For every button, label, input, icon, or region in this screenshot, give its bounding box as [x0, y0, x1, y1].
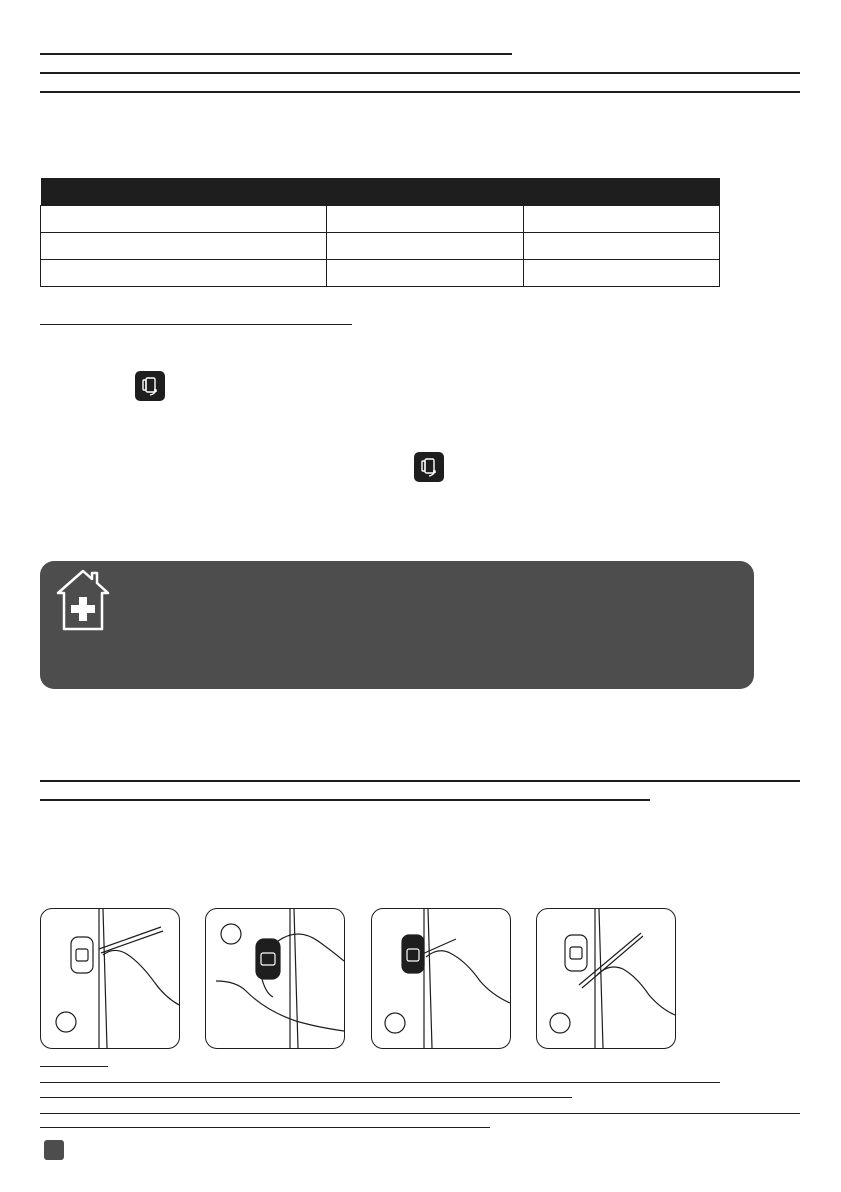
step-illustration-3 [371, 908, 511, 1049]
footer-rule-2 [40, 1097, 572, 1098]
table-cell [327, 233, 523, 260]
section-rule-2 [40, 799, 650, 801]
table-row [41, 260, 720, 287]
section-underline [40, 324, 352, 325]
footer-rule-short [40, 1066, 108, 1067]
table-header-cell [523, 178, 719, 206]
step-illustration-1 [40, 908, 180, 1049]
footer-rule-4 [40, 1127, 490, 1128]
table-cell [41, 206, 327, 233]
spec-table [40, 178, 720, 287]
table-cell [41, 260, 327, 287]
table-cell [327, 260, 523, 287]
table-cell [41, 233, 327, 260]
table-cell [523, 260, 719, 287]
footer-rule-1 [40, 1082, 720, 1083]
header-rule-2 [40, 91, 800, 93]
step-illustration-2 [205, 908, 345, 1049]
section-rule-1 [40, 780, 800, 782]
header-rule-1 [40, 72, 800, 74]
table-header-row [41, 178, 720, 206]
phone-rotate-icon [135, 371, 165, 401]
phone-rotate-icon [414, 452, 444, 482]
footer-rule-3 [40, 1113, 800, 1114]
header-rule-short [40, 53, 512, 55]
table-cell [523, 206, 719, 233]
table-header-cell [41, 178, 327, 206]
house-medical-cross-icon [50, 567, 116, 633]
table-cell [327, 206, 523, 233]
page-number-badge [44, 1140, 64, 1160]
table-cell [523, 233, 719, 260]
table-row [41, 206, 720, 233]
step-illustration-4 [536, 908, 676, 1049]
table-row [41, 233, 720, 260]
notice-box [40, 561, 754, 689]
table-header-cell [327, 178, 523, 206]
